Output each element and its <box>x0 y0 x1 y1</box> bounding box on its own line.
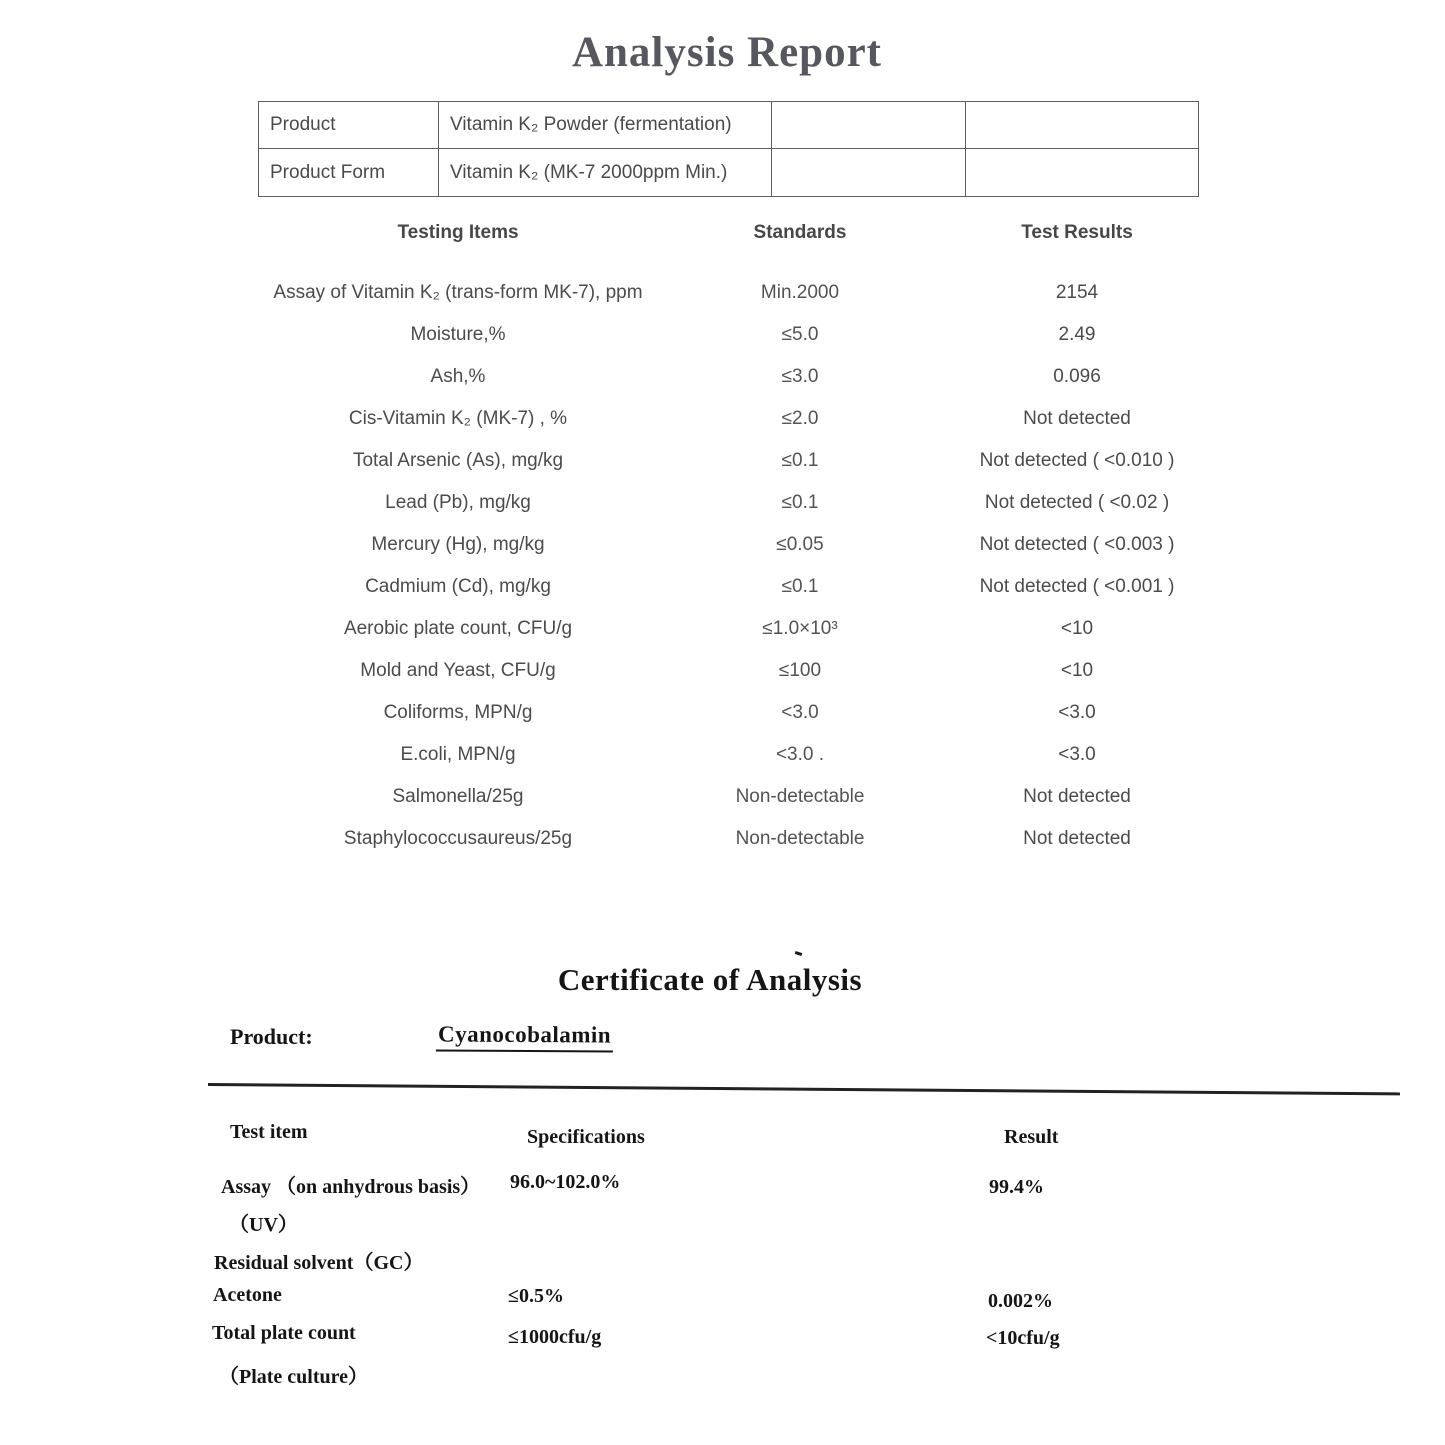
table-row <box>230 608 1240 650</box>
testing-item: Aerobic plate count, CFU/g <box>343 618 573 639</box>
table-row <box>230 398 1240 440</box>
table-row <box>230 776 1240 818</box>
empty-cell <box>966 149 1198 196</box>
table-row <box>230 818 1240 860</box>
result-value: Not detected <box>1023 786 1131 807</box>
testing-item: E.coli, MPN/g <box>400 744 516 765</box>
standard-value: ≤2.0 <box>781 408 819 429</box>
result-value: Not detected <box>1023 828 1131 849</box>
coa-test-item: Assay （on anhydrous basis） <box>221 1176 481 1198</box>
empty-cell <box>966 102 1198 149</box>
standard-value: Non-detectable <box>735 786 865 807</box>
testing-item: Moisture,% <box>410 324 506 345</box>
standard-value: Non-detectable <box>735 828 865 849</box>
scan-artifact-dot <box>795 951 803 956</box>
result-value: 2.49 <box>1058 324 1096 345</box>
table-row <box>230 650 1240 692</box>
result-value: <10 <box>1060 660 1094 681</box>
testing-item: Lead (Pb), mg/kg <box>385 492 531 513</box>
product-form-value-cell: Vitamin K₂ (MK-7 2000ppm Min.) <box>439 149 772 196</box>
testing-item: Staphylococcusaureus/25g <box>343 828 573 849</box>
header-test-results: Test Results <box>1021 222 1133 243</box>
standard-value: <3.0 . <box>775 744 825 765</box>
testing-item: Cis-Vitamin K₂ (MK-7) , % <box>348 408 568 429</box>
coa-result: <10cfu/g <box>986 1327 1060 1349</box>
standard-value: ≤0.05 <box>776 534 824 555</box>
coa-test-item: Acetone <box>213 1284 282 1306</box>
result-value: Not detected ( <0.010 ) <box>979 450 1175 471</box>
result-value: 0.096 <box>1053 366 1101 387</box>
coa-header-test-item: Test item <box>230 1121 308 1143</box>
testing-item: Ash,% <box>430 366 486 387</box>
table-row <box>230 734 1240 776</box>
standard-value: Min.2000 <box>760 282 840 303</box>
empty-cell <box>772 149 966 196</box>
testing-item: Mold and Yeast, CFU/g <box>360 660 556 681</box>
table-row <box>230 482 1240 524</box>
standard-value: ≤3.0 <box>781 366 819 387</box>
certificate-title: Certificate of Analysis <box>557 962 863 997</box>
table-row <box>230 524 1240 566</box>
standard-value: ≤1.0×10³ <box>762 618 838 639</box>
empty-cell <box>772 102 966 149</box>
testing-item: Cadmium (Cd), mg/kg <box>365 576 551 597</box>
test-results-table <box>230 222 1240 860</box>
standard-value: ≤0.1 <box>781 492 819 513</box>
testing-item: Coliforms, MPN/g <box>383 702 533 723</box>
standard-value: ≤0.1 <box>781 450 819 471</box>
coa-header-specifications: Specifications <box>527 1126 645 1148</box>
standard-value: ≤100 <box>778 660 822 681</box>
product-label-cell: Product <box>259 102 439 149</box>
result-value: <3.0 <box>1058 744 1096 765</box>
coa-product-label: Product: <box>230 1024 313 1049</box>
table-row <box>230 356 1240 398</box>
horizontal-rule <box>208 1083 1400 1095</box>
testing-item: Assay of Vitamin K₂ (trans-form MK-7), ppm <box>273 282 643 303</box>
product-value-cell: Vitamin K₂ Powder (fermentation) <box>439 102 772 149</box>
result-value: Not detected ( <0.003 ) <box>979 534 1175 555</box>
coa-test-item: Total plate count <box>212 1322 356 1344</box>
result-value: Not detected <box>1023 408 1131 429</box>
result-value: Not detected ( <0.02 ) <box>984 492 1170 513</box>
table-row <box>230 314 1240 356</box>
coa-test-item-line2: （Plate culture） <box>219 1366 369 1388</box>
standard-value: <3.0 <box>781 702 819 723</box>
analysis-report-title: Analysis Report <box>571 29 883 76</box>
testing-item: Mercury (Hg), mg/kg <box>371 534 545 555</box>
coa-header-result: Result <box>1004 1126 1059 1148</box>
coa-specification: ≤0.5% <box>508 1285 564 1307</box>
results-table-header <box>230 222 1240 244</box>
testing-item: Salmonella/25g <box>392 786 524 807</box>
coa-product-name: Cyanocobalamin <box>436 1021 613 1052</box>
standard-value: ≤0.1 <box>781 576 819 597</box>
header-standards: Standards <box>753 222 847 243</box>
testing-item: Total Arsenic (As), mg/kg <box>352 450 564 471</box>
header-testing-items: Testing Items <box>397 222 519 243</box>
table-row <box>230 566 1240 608</box>
standard-value: ≤5.0 <box>781 324 819 345</box>
coa-result: 99.4% <box>989 1176 1044 1198</box>
coa-test-item: Residual solvent（GC） <box>214 1252 424 1274</box>
coa-result: 0.002% <box>988 1290 1053 1312</box>
result-value: 2154 <box>1055 282 1099 303</box>
table-row <box>230 272 1240 314</box>
coa-test-item-line2: （UV） <box>229 1214 298 1236</box>
table-row <box>230 692 1240 734</box>
result-value: Not detected ( <0.001 ) <box>979 576 1175 597</box>
product-form-label-cell: Product Form <box>259 149 439 196</box>
product-info-table <box>258 101 1199 197</box>
result-value: <3.0 <box>1058 702 1096 723</box>
table-row <box>230 440 1240 482</box>
coa-specification: 96.0~102.0% <box>510 1171 621 1193</box>
coa-specification: ≤1000cfu/g <box>508 1326 602 1348</box>
result-value: <10 <box>1060 618 1094 639</box>
